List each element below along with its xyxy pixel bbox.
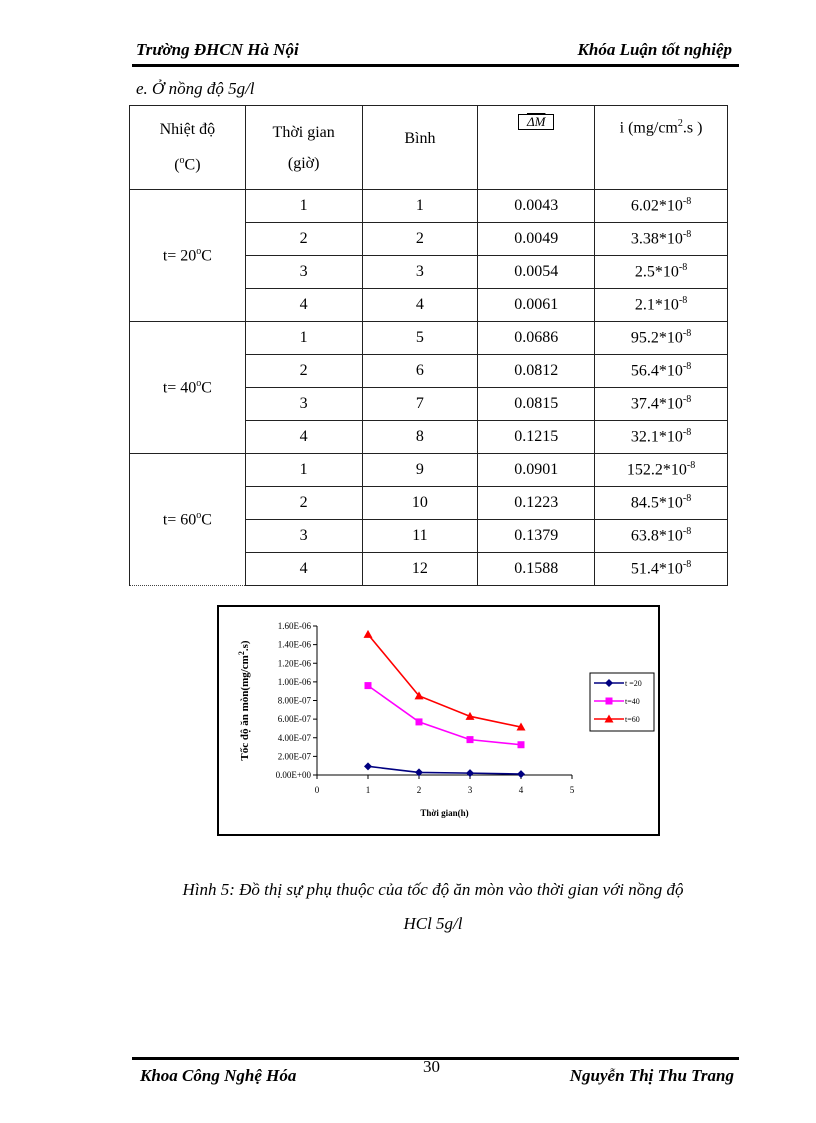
rate-cell: $6.02*10^{-8}$ xyxy=(595,190,728,223)
time-cell: 2 xyxy=(245,355,362,388)
rate-cell: $95.2*10^{-8}$ xyxy=(595,322,728,355)
rate-cell: $152.2*10^{-8}$ xyxy=(595,454,728,487)
legend-label: t=40 xyxy=(625,697,640,706)
table-row xyxy=(130,322,728,355)
time-cell: 1 xyxy=(245,322,362,355)
footer-faculty: Khoa Công Nghệ Hóa xyxy=(140,1066,297,1085)
time-cell: 2 xyxy=(245,487,362,520)
time-cell: 4 xyxy=(245,553,362,586)
delta-m-label: $\overline{\Delta M}$ xyxy=(518,114,554,130)
header-time: Thời gian (giờ) xyxy=(245,106,362,190)
table-row xyxy=(130,190,728,223)
table-row xyxy=(130,454,728,487)
delta-m-cell: 0.0049 xyxy=(478,223,595,256)
chart-container xyxy=(217,605,660,836)
time-cell: 4 xyxy=(245,289,362,322)
binh-cell: 1 xyxy=(362,190,478,223)
corrosion-rate-chart xyxy=(219,607,658,834)
time-cell: 4 xyxy=(245,421,362,454)
rate-cell: $63.8*10^{-8}$ xyxy=(595,520,728,553)
time-cell: 1 xyxy=(245,190,362,223)
header-temperature: Nhiệt độ ($^o$C) xyxy=(130,106,246,190)
page-footer xyxy=(132,1064,738,1088)
data-point xyxy=(364,630,373,638)
time-cell: 3 xyxy=(245,388,362,421)
legend-label: t=60 xyxy=(625,715,640,724)
rate-cell: $56.4*10^{-8}$ xyxy=(595,355,728,388)
delta-m-cell: 0.0061 xyxy=(478,289,595,322)
header-thesis: Khóa Luận tốt nghiệp xyxy=(577,40,732,59)
rate-cell: $2.1*10^{-8}$ xyxy=(595,289,728,322)
temperature-group-label: $t= 40^oC$ xyxy=(130,322,246,454)
figure-caption-line2: HCl 5g/l xyxy=(403,914,463,933)
time-cell: 1 xyxy=(245,454,362,487)
legend-box xyxy=(590,673,654,731)
rate-cell: $32.1*10^{-8}$ xyxy=(595,421,728,454)
rate-cell: $3.38*10^{-8}$ xyxy=(595,223,728,256)
x-tick-label: 3 xyxy=(467,785,473,795)
legend-label: t =20 xyxy=(625,679,642,688)
data-point xyxy=(467,736,474,743)
footer-author: Nguyễn Thị Thu Trang xyxy=(569,1066,734,1085)
rate-cell: $37.4*10^{-8}$ xyxy=(595,388,728,421)
header-rule xyxy=(132,64,739,67)
x-tick-label: 4 xyxy=(518,785,524,795)
series-line-0 xyxy=(368,766,521,774)
delta-m-cell: 0.1223 xyxy=(478,487,595,520)
delta-m-cell: 0.0901 xyxy=(478,454,595,487)
figure-caption-line1: Hình 5: Đồ thị sự phụ thuộc của tốc độ ăn mòn vào thời gian với nồng độ xyxy=(182,880,684,899)
data-point xyxy=(416,718,423,725)
time-cell: 3 xyxy=(245,256,362,289)
data-point xyxy=(364,762,372,770)
y-tick-label: 1.60E-06 xyxy=(277,621,311,631)
temperature-group-label: $t= 60^oC$ xyxy=(130,454,246,586)
header-delta-m xyxy=(478,106,595,190)
y-tick-label: 1.00E-06 xyxy=(277,676,311,687)
y-tick-label: 1.40E-06 xyxy=(277,639,311,650)
binh-cell: 4 xyxy=(362,289,478,322)
binh-cell: 9 xyxy=(362,454,478,487)
binh-cell: 6 xyxy=(362,355,478,388)
data-point xyxy=(365,682,372,689)
series-line-1 xyxy=(368,686,521,745)
data-point xyxy=(466,769,474,777)
y-tick-label: 2.00E-07 xyxy=(277,751,311,762)
binh-cell: 5 xyxy=(362,322,478,355)
binh-cell: 11 xyxy=(362,520,478,553)
time-cell: 3 xyxy=(245,520,362,553)
binh-cell: 12 xyxy=(362,553,478,586)
table-header-row xyxy=(130,106,728,190)
x-tick-label: 0 xyxy=(314,785,320,795)
header-rate: i ($mg/cm^2.s$ ) xyxy=(595,106,728,190)
binh-cell: 8 xyxy=(362,421,478,454)
y-tick-label: 8.00E-07 xyxy=(277,695,311,706)
delta-m-cell: 0.1379 xyxy=(478,520,595,553)
y-tick-label: 6.00E-07 xyxy=(277,714,311,725)
rate-cell: $2.5*10^{-8}$ xyxy=(595,256,728,289)
header-binh: Bình xyxy=(362,106,478,190)
y-tick-label: 0.00E+00 xyxy=(275,770,311,780)
x-axis-label: Thời gian(h) xyxy=(420,808,469,818)
delta-m-cell: 0.0812 xyxy=(478,355,595,388)
temperature-group-label: $t= 20^oC$ xyxy=(130,190,246,322)
binh-cell: 3 xyxy=(362,256,478,289)
delta-m-cell: 0.1215 xyxy=(478,421,595,454)
header-school: Trường ĐHCN Hà Nội xyxy=(136,40,299,59)
legend-marker xyxy=(606,698,613,705)
y-tick-label: 1.20E-06 xyxy=(277,658,311,669)
y-tick-label: 4.00E-07 xyxy=(277,732,311,743)
section-subheading: e. Ở nồng độ 5g/l xyxy=(136,79,255,98)
delta-m-cell: 0.0043 xyxy=(478,190,595,223)
y-axis-label: Tốc độ ăn $mòn(mg/cm^2.s)$ xyxy=(237,640,251,761)
header-temperature-unit: ($^o$C) xyxy=(174,155,201,174)
delta-m-cell: 0.0686 xyxy=(478,322,595,355)
x-tick-label: 1 xyxy=(365,785,371,795)
page-header xyxy=(132,40,738,62)
delta-m-cell: 0.1588 xyxy=(478,553,595,586)
delta-m-cell: 0.0815 xyxy=(478,388,595,421)
x-tick-label: 5 xyxy=(569,785,575,795)
binh-cell: 7 xyxy=(362,388,478,421)
corrosion-table xyxy=(129,105,728,586)
x-tick-label: 2 xyxy=(416,785,422,795)
time-cell: 2 xyxy=(245,223,362,256)
data-point xyxy=(517,770,525,778)
binh-cell: 10 xyxy=(362,487,478,520)
delta-m-cell: 0.0054 xyxy=(478,256,595,289)
series-line-2 xyxy=(368,634,521,727)
rate-cell: $51.4*10^{-8}$ xyxy=(595,553,728,586)
page-number: 30 xyxy=(423,1057,440,1076)
binh-cell: 2 xyxy=(362,223,478,256)
rate-cell: $84.5*10^{-8}$ xyxy=(595,487,728,520)
data-point xyxy=(518,741,525,748)
